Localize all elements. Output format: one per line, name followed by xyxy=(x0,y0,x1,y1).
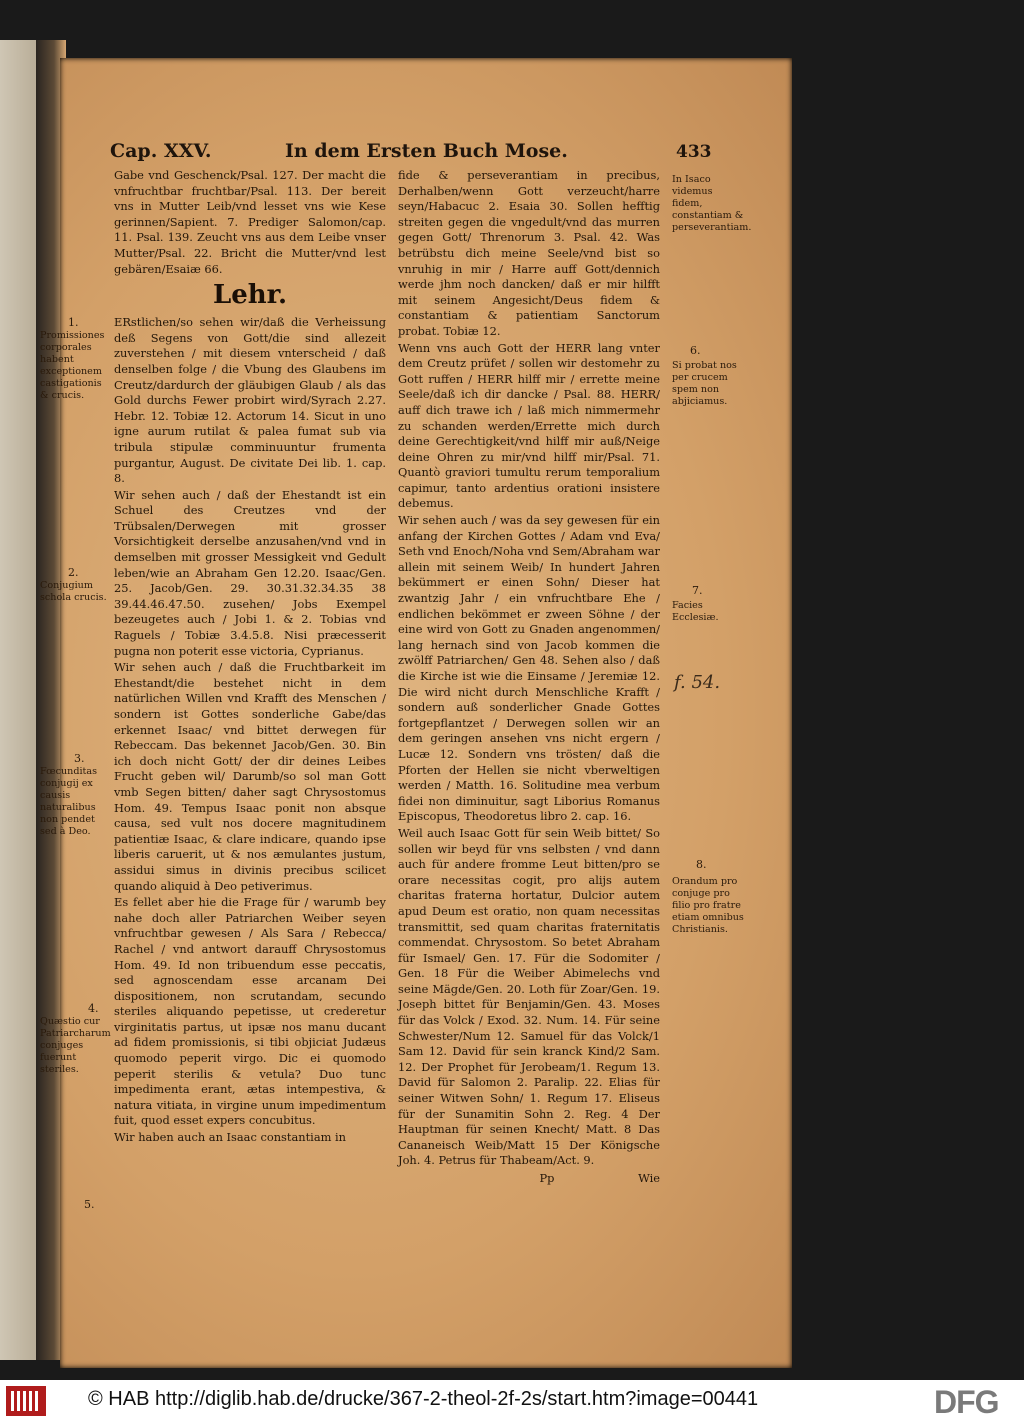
margin-number-6: 6. xyxy=(690,344,701,357)
dfg-logo: DFG xyxy=(934,1384,999,1420)
margin-note-3: Fœcunditas conjugij ex causis naturalibus non pendet sed à Deo. xyxy=(40,766,98,837)
left-para-1: ERstlichen/so sehen wir/daß die Verheissung deß Segens von Gott/die sind allezeit zuverstehen / mit diesem vnterscheid / daß denselben folge / die Vbung des Glaubens im Creutz/dardurch der gläubigen Glaub / als das Gold durchs Fewer probirt wird/Syrach 2.27. Hebr. 12. Tobiæ 12. Actorum 14. Sicut in uno igne aurum rutilat & palea fumat sub via tribula stipulæ comminuuntur frumenta purgantur, August. De civitate Dei lib. 1. cap. 8. xyxy=(114,315,386,486)
margin-number-1: 1. xyxy=(68,316,79,329)
copyright-url[interactable]: © HAB http://diglib.hab.de/drucke/367-2-theol-2f-2s/start.htm?image=00441 xyxy=(88,1388,759,1410)
right-para-3: Wir sehen auch / was da sey gewesen für ein anfang der Kirchen Gottes / Adam vnd Eva/ Seth vnd Enoch/Noha vnd Sem/Abraham war allein mit seinem Weib/ In hundert Jahren bekümmert er einen Sohn/ Dieser hat zwantzig Jahr / ein vnfruchtbare Ehe / endlichen bekömmet er zween Söhne / der eine wird von Gott zu Gnaden angenommen/ lang hernach sind von Jacob kommen die zwölff Patriarchen/ Gen 48. Sehen also / daß die Kirche ist wie die Einsame / Jeremiæ 12. Die wird nicht durch Menschliche Krafft / sondern auß sonderlicher Gnade Gottes fortgepflantzet / Derwegen sollen wir an dem geringen ansehen vns nicht ergern / Lucæ 12. Sondern vns trösten/ daß die Pforten der Hellen sie nicht vberweltigen werden / Matth. 16. Solitudine mea verbum fidei non diminuitur, sagt Liborius Romanus Episcopus, Theodoretus libro 2. cap. 16. xyxy=(398,513,660,824)
footer-bar xyxy=(0,1380,1024,1423)
margin-number-2: 2. xyxy=(68,566,79,579)
margin-note-1: Promissiones corporales habent exceptionem castigationis & crucis. xyxy=(40,330,105,401)
margin-note-8: Orandum pro conjuge pro filio pro fratre etiam omnibus Christianis. xyxy=(672,876,744,935)
margin-number-4: 4. xyxy=(88,1002,99,1015)
left-para-5: Wir haben auch an Isaac constantiam in xyxy=(114,1130,347,1145)
left-para-4: Es fellet aber hie die Frage für / warumb bey nahe doch aller Patriarchen Weiber seyen vnfruchtbar gewesen / Als Sara / Rebecca/ Rachel / vnd antwort darauff Chrysostomus Hom. 49. Id non tribuendum esse peccatis, sed agnoscendam esse arcanam Dei dispositionem, non scrutandam, secundo steriles aliquando pepetisse, ut crederetur virginitatis partus, ut ipsæ nos manu ducant ad fidem promissionis, si tibi objiciat Judæus quomodo peperit virgo. Dic ei quomodo peperit sterilis & vetula? Duo tunc impedimenta erant, ætas intempestiva, & natura vitiata, in virgine unum impedimentum fuit, quod esset expers concubitus. xyxy=(114,895,386,1128)
margin-number-3: 3. xyxy=(74,752,85,765)
hab-barcode-logo-icon xyxy=(6,1386,46,1416)
handwritten-annotation: f. 54. xyxy=(674,672,721,693)
chapter-label: Cap. XXV. xyxy=(110,140,212,162)
catchword-line xyxy=(398,1171,660,1187)
left-column xyxy=(114,168,386,1147)
margin-number-8: 8. xyxy=(696,858,707,871)
right-para-1: fide & perseverantiam in precibus, Derhalben/wenn Gott verzeucht/harre seyn/Habacuc 2. Esaia 30. Sollen hefftig streiten gegen die vngedult/vnd das murren gegen Gott/ Threnorum 3. Psal. 42. Was betrübstu dich meine Seele/vnd bist so vnruhig in mir / Harre auff Gott/dennich werde jhm noch dancken/ daß er mir hilfft mit seinem Angesicht/Deus fidem & constantiam & patientiam Sanctorum probat. Tobiæ 12. xyxy=(398,168,660,338)
section-heading: Lehr. xyxy=(212,280,288,311)
margin-note-5: In Isaco videmus fidem, constantiam & perseverantiam. xyxy=(672,174,752,233)
margin-number-5: 5. xyxy=(84,1198,95,1211)
margin-note-6: Si probat nos per crucem spem non abjiciamus. xyxy=(672,360,737,407)
right-para-2: Wenn vns auch Gott der HERR lang vnter dem Creutz prüfet / sollen wir destomehr zu Gott ruffen / HERR hilff mir / errette meine Seele/daß ich dir dancke / Psal. 88. HERR/ auff dich trawe ich / laß mich nimmermehr zu schanden werden/Errette mich durch deine Gerechtigkeit/vnd hilff mir auß/Neige deine Ohren zu mir/vnd hilff mir/Psal. 71. Quantò graviori tumultu rerum temporalium capimur, tanto ardentius orationi insistere debemus. xyxy=(398,340,660,511)
book-title: In dem Ersten Buch Mose. xyxy=(285,140,568,162)
catchword: Wie xyxy=(638,1171,660,1185)
margin-number-7: 7. xyxy=(692,584,703,597)
margin-note-4: Quæstio cur Patriarcharum conjuges fuerunt steriles. xyxy=(40,1016,111,1075)
margin-note-7: Facies Ecclesiæ. xyxy=(672,600,719,623)
right-para-4: Weil auch Isaac Gott für sein Weib bittet/ So sollen wir beyd für vns selbsten / vnd dann auch für andere fromme Leut bitten/pro se orare necessitas cogit, pro alijs autem charitas fraterna hortatur, Dulcior autem apud Deum est oratio, non quam necessitas transmittit, sed quam charitas fraternitatis commendat. Chrysostom. So betet Abraham für Ismael/ Gen. 17. Für die Sodomiter / Gen. 18 Für die Weiber Abimelechs vnd seine Mägde/Gen. 20. Loth für Zoar/Gen. 19. Joseph bittet für Benjamin/Gen. 43. Moses für das Volck / Exod. 32. Num. 14. Für seine Schwester/Num 12. Samuel für das Volck/1 Sam 12. David für sein kranck Kind/2 Sam. 12. Der Prophet für Jerobeam/1. Regum 13. David für Salomon 2. Paralip. 22. Elias für seiner Witwen Sohn/ 1. Regum 17. Eliseus für der Sunamitin Sohn 2. Reg. 4 Der Hauptman für seinen Knecht/ Matt. 8 Das Cananeisch Weib/Matt 15 Der Königsche Joh. 4. Petrus für Thabeam/Act. 9. xyxy=(398,825,660,1168)
right-column xyxy=(398,168,660,1188)
margin-note-2: Conjugium schola crucis. xyxy=(40,580,107,603)
page-number: 433 xyxy=(676,142,712,162)
left-para-3: Wir sehen auch / daß die Fruchtbarkeit im Ehestandt/die bestehet nicht in dem natürlichen Willen vnd Krafft des Menschen / sondern ist Gottes sonderliche Gabe/das erkennet Isaac/ vnd bittet derwegen für Rebeccam. Das bekennet Jacob/Gen. 30. Bin ich doch nicht Gott/ der dir deines Leibes Frucht geben wil/ Darumb/so sol man Gott vmb Segen bitten/ daher sagt Chrysostomus Hom. 49. Tempus Isaac ponit non absque causa, sed vult nos docere magnitudinem patientiæ Isaac, & clare indicare, quando ipse liberis caruerit, ut & nos æmulantes justum, assidui simus in divinis precibus scilicet quando aliquid à Deo petiverimus. xyxy=(114,660,386,893)
left-intro: Gabe vnd Geschenck/Psal. 127. Der macht die vnfruchtbar fruchtbar/Psal. 113. Der bereit vns in Mutter Leib/vnd lesset vns wie Kese gerinnen/Sapient. 7. Prediger Salomon/cap. 11. Psal. 139. Zeucht vns aus dem Leibe vnser Mutter/Psal. 22. Bricht die Mutter/vnd lest gebären/Esaiæ 66. xyxy=(114,168,386,276)
book-page xyxy=(40,58,792,1368)
signature-mark: Pp xyxy=(539,1171,555,1185)
left-para-2: Wir sehen auch / daß der Ehestandt ist ein Schuel des Creutzes vnd der Trübsalen/Derwegen mit grosser Vorsichtigkeit derselbe anzusahen/vnd vnd in demselben mit grosser Messigkeit vnd Gedult leben/wie an Abraham Gen 12.20. Isaac/Gen. 25. Jacob/Gen. 29. 30.31.32.34.35 38 39.44.46.47.50. zusehen/ Jobs Exempel bezeugetes auch / Jobi 1. & 2. Tobias vnd Raguels / Tobiæ 3.4.5.8. Nisi præcesserit pugna non poterit esse victoria, Cyprianus. xyxy=(114,487,386,658)
